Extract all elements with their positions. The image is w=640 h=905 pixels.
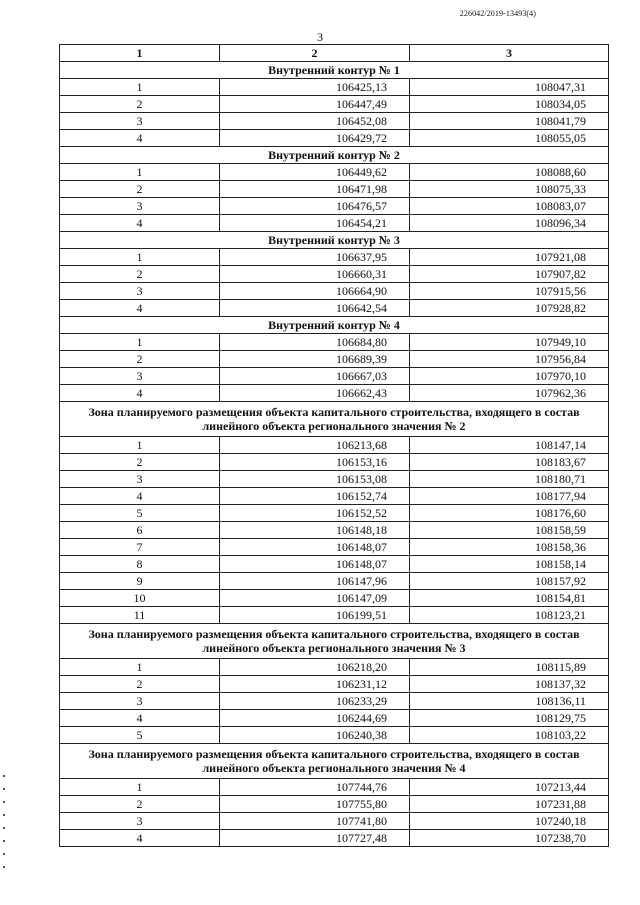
point-number-cell: 6 (60, 522, 220, 539)
table-row (60, 813, 609, 830)
point-number-cell: 1 (60, 164, 220, 181)
y-coordinate-cell: 108075,33 (410, 181, 609, 198)
x-coordinate-cell: 106454,21 (220, 215, 410, 232)
page-number: 3 (317, 30, 323, 44)
y-coordinate-cell: 108103,22 (410, 727, 609, 744)
table-row (60, 334, 609, 351)
table-row (60, 676, 609, 693)
y-coordinate-cell: 107962,36 (410, 385, 609, 402)
x-coordinate-cell: 106244,69 (220, 710, 410, 727)
x-coordinate-cell: 106218,20 (220, 659, 410, 676)
table-row (60, 113, 609, 130)
column-header-1: 1 (60, 45, 220, 62)
y-coordinate-cell: 107238,70 (410, 830, 609, 847)
x-coordinate-cell: 106213,68 (220, 437, 410, 454)
margin-binding-marks (3, 775, 7, 879)
x-coordinate-cell: 106664,90 (220, 283, 410, 300)
x-coordinate-cell: 106476,57 (220, 198, 410, 215)
y-coordinate-cell: 107231,88 (410, 796, 609, 813)
x-coordinate-cell: 106148,18 (220, 522, 410, 539)
zone-header-row (60, 402, 609, 437)
point-number-cell: 3 (60, 368, 220, 385)
point-number-cell: 7 (60, 539, 220, 556)
x-coordinate-cell: 107755,80 (220, 796, 410, 813)
zone-title: Зона планируемого размещения объекта капитального строительства, входящего в состав линейного объекта регионального значения № 4 (60, 744, 609, 779)
y-coordinate-cell: 108096,34 (410, 215, 609, 232)
x-coordinate-cell: 106471,98 (220, 181, 410, 198)
point-number-cell: 3 (60, 113, 220, 130)
y-coordinate-cell: 108137,32 (410, 676, 609, 693)
x-coordinate-cell: 106449,62 (220, 164, 410, 181)
x-coordinate-cell: 106147,09 (220, 590, 410, 607)
table-row (60, 164, 609, 181)
x-coordinate-cell: 106153,08 (220, 471, 410, 488)
point-number-cell: 2 (60, 351, 220, 368)
y-coordinate-cell: 108180,71 (410, 471, 609, 488)
x-coordinate-cell: 106240,38 (220, 727, 410, 744)
x-coordinate-cell: 106152,52 (220, 505, 410, 522)
y-coordinate-cell: 108158,36 (410, 539, 609, 556)
table-row (60, 659, 609, 676)
table-row (60, 710, 609, 727)
x-coordinate-cell: 107727,48 (220, 830, 410, 847)
table-header-row (60, 45, 609, 62)
table-row (60, 556, 609, 573)
document-id: 226042/2019-13493(4) (459, 9, 536, 18)
table-row (60, 96, 609, 113)
table-row (60, 385, 609, 402)
x-coordinate-cell: 106667,03 (220, 368, 410, 385)
point-number-cell: 2 (60, 96, 220, 113)
y-coordinate-cell: 108129,75 (410, 710, 609, 727)
point-number-cell: 4 (60, 710, 220, 727)
x-coordinate-cell: 106153,16 (220, 454, 410, 471)
table-row (60, 437, 609, 454)
table-row (60, 266, 609, 283)
point-number-cell: 11 (60, 607, 220, 624)
x-coordinate-cell: 106231,12 (220, 676, 410, 693)
x-coordinate-cell: 106684,80 (220, 334, 410, 351)
table-row (60, 249, 609, 266)
point-number-cell: 1 (60, 79, 220, 96)
point-number-cell: 4 (60, 130, 220, 147)
y-coordinate-cell: 107213,44 (410, 779, 609, 796)
table-row (60, 300, 609, 317)
x-coordinate-cell: 106447,49 (220, 96, 410, 113)
y-coordinate-cell: 108034,05 (410, 96, 609, 113)
column-header-2: 2 (220, 45, 410, 62)
y-coordinate-cell: 108147,14 (410, 437, 609, 454)
point-number-cell: 2 (60, 454, 220, 471)
y-coordinate-cell: 108157,92 (410, 573, 609, 590)
y-coordinate-cell: 107928,82 (410, 300, 609, 317)
point-number-cell: 1 (60, 249, 220, 266)
y-coordinate-cell: 107907,82 (410, 266, 609, 283)
section-title: Внутренний контур № 2 (60, 147, 609, 164)
x-coordinate-cell: 106152,74 (220, 488, 410, 505)
x-coordinate-cell: 106642,54 (220, 300, 410, 317)
section-header-row (60, 147, 609, 164)
section-title: Внутренний контур № 4 (60, 317, 609, 334)
point-number-cell: 10 (60, 590, 220, 607)
point-number-cell: 8 (60, 556, 220, 573)
x-coordinate-cell: 106689,39 (220, 351, 410, 368)
x-coordinate-cell: 106199,51 (220, 607, 410, 624)
zone-title: Зона планируемого размещения объекта капитального строительства, входящего в состав линейного объекта регионального значения № 2 (60, 402, 609, 437)
section-title: Внутренний контур № 3 (60, 232, 609, 249)
x-coordinate-cell: 106148,07 (220, 539, 410, 556)
point-number-cell: 2 (60, 181, 220, 198)
y-coordinate-cell: 108041,79 (410, 113, 609, 130)
zone-header-row (60, 624, 609, 659)
y-coordinate-cell: 107949,10 (410, 334, 609, 351)
table-body (60, 62, 609, 847)
point-number-cell: 1 (60, 334, 220, 351)
y-coordinate-cell: 108083,07 (410, 198, 609, 215)
y-coordinate-cell: 108047,31 (410, 79, 609, 96)
table-row (60, 779, 609, 796)
x-coordinate-cell: 106637,95 (220, 249, 410, 266)
table-row (60, 522, 609, 539)
point-number-cell: 9 (60, 573, 220, 590)
table-row (60, 573, 609, 590)
y-coordinate-cell: 107956,84 (410, 351, 609, 368)
x-coordinate-cell: 106147,96 (220, 573, 410, 590)
table-row (60, 539, 609, 556)
y-coordinate-cell: 107915,56 (410, 283, 609, 300)
y-coordinate-cell: 107921,08 (410, 249, 609, 266)
table-row (60, 368, 609, 385)
y-coordinate-cell: 108136,11 (410, 693, 609, 710)
table-row (60, 693, 609, 710)
table-row (60, 130, 609, 147)
point-number-cell: 4 (60, 215, 220, 232)
point-number-cell: 1 (60, 779, 220, 796)
y-coordinate-cell: 108055,05 (410, 130, 609, 147)
point-number-cell: 1 (60, 659, 220, 676)
y-coordinate-cell: 108088,60 (410, 164, 609, 181)
x-coordinate-cell: 107741,80 (220, 813, 410, 830)
table-row (60, 454, 609, 471)
point-number-cell: 2 (60, 676, 220, 693)
point-number-cell: 4 (60, 300, 220, 317)
y-coordinate-cell: 108115,89 (410, 659, 609, 676)
x-coordinate-cell: 106233,29 (220, 693, 410, 710)
table-row (60, 590, 609, 607)
y-coordinate-cell: 108123,21 (410, 607, 609, 624)
table-row (60, 198, 609, 215)
table-row (60, 488, 609, 505)
point-number-cell: 3 (60, 283, 220, 300)
x-coordinate-cell: 106429,72 (220, 130, 410, 147)
x-coordinate-cell: 106662,43 (220, 385, 410, 402)
point-number-cell: 3 (60, 693, 220, 710)
y-coordinate-cell: 107970,10 (410, 368, 609, 385)
table-row (60, 830, 609, 847)
point-number-cell: 5 (60, 727, 220, 744)
y-coordinate-cell: 108154,81 (410, 590, 609, 607)
point-number-cell: 4 (60, 385, 220, 402)
zone-title: Зона планируемого размещения объекта капитального строительства, входящего в состав линейного объекта регионального значения № 3 (60, 624, 609, 659)
y-coordinate-cell: 107240,18 (410, 813, 609, 830)
table-row (60, 215, 609, 232)
x-coordinate-cell: 106148,07 (220, 556, 410, 573)
y-coordinate-cell: 108183,67 (410, 454, 609, 471)
point-number-cell: 3 (60, 813, 220, 830)
zone-header-row (60, 744, 609, 779)
x-coordinate-cell: 106425,13 (220, 79, 410, 96)
section-header-row (60, 317, 609, 334)
table-row (60, 79, 609, 96)
point-number-cell: 2 (60, 796, 220, 813)
table-row (60, 181, 609, 198)
table-row (60, 471, 609, 488)
table-row (60, 351, 609, 368)
point-number-cell: 3 (60, 471, 220, 488)
coordinates-table-container (59, 44, 608, 847)
section-header-row (60, 232, 609, 249)
table-row (60, 505, 609, 522)
table-row (60, 607, 609, 624)
point-number-cell: 1 (60, 437, 220, 454)
y-coordinate-cell: 108158,59 (410, 522, 609, 539)
point-number-cell: 5 (60, 505, 220, 522)
y-coordinate-cell: 108177,94 (410, 488, 609, 505)
x-coordinate-cell: 106660,31 (220, 266, 410, 283)
y-coordinate-cell: 108158,14 (410, 556, 609, 573)
table-row (60, 727, 609, 744)
x-coordinate-cell: 106452,08 (220, 113, 410, 130)
point-number-cell: 4 (60, 830, 220, 847)
point-number-cell: 2 (60, 266, 220, 283)
section-title: Внутренний контур № 1 (60, 62, 609, 79)
x-coordinate-cell: 107744,76 (220, 779, 410, 796)
table-row (60, 283, 609, 300)
coordinates-table (59, 44, 609, 847)
y-coordinate-cell: 108176,60 (410, 505, 609, 522)
section-header-row (60, 62, 609, 79)
point-number-cell: 3 (60, 198, 220, 215)
point-number-cell: 4 (60, 488, 220, 505)
table-row (60, 796, 609, 813)
column-header-3: 3 (410, 45, 609, 62)
